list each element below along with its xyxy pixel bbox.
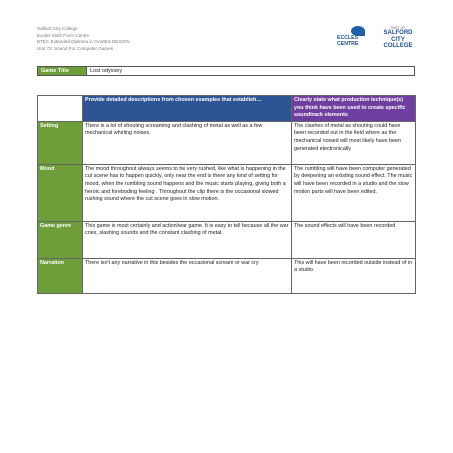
header-line: Salford City College xyxy=(37,26,78,31)
row-description[interactable]: There is a lot of shouting screaming and clashing of metal as well as a few mechanical whirling noises. xyxy=(83,121,292,164)
row-technique[interactable]: This will have been recorded outside instead of in a studio. xyxy=(292,258,416,293)
row-label: Setting xyxy=(38,121,83,164)
row-description[interactable]: The mood throughout always seems to be very rushed, like what is happening in the cut scene has to happen quickly, only near the end is there any kind of setting for mood, when the rumbling sound happens and the music starts playing, giving both a heroic and foreboding feeling . Throughout the clip there is the occasional slowed rushing sound where the cut scene goes in slow motion. xyxy=(83,164,292,221)
game-title-row xyxy=(37,66,415,76)
game-title-value[interactable]: Lost odyssey xyxy=(90,68,123,74)
analysis-table xyxy=(37,95,416,294)
header-techniques: Clearly state what production technique(s) you think have been used to create specific soundtrack elements xyxy=(292,96,416,122)
header-line: BTEC Extended Diploma in GAMES DESIGN xyxy=(37,39,130,45)
row-technique[interactable]: The clashes of metal as shouting could have been recorded out in the field where as the mechanical noised will most likely have been generated electronically xyxy=(292,121,416,164)
row-technique[interactable]: The sound effects will have been recorded xyxy=(292,221,416,258)
header-line: Unit 73: Sound For Computer Games xyxy=(37,45,114,51)
table-row xyxy=(38,164,416,221)
table-row xyxy=(38,258,416,293)
header-descriptions: Provide detailed descriptions from chosen examples that establish… xyxy=(83,96,292,122)
salford-city-college-logo: PART OF SALFORD CITY COLLEGE xyxy=(383,26,413,50)
row-description[interactable]: There isn't any narrative in this besides the occasional scream or war cry xyxy=(83,258,292,293)
document-header xyxy=(37,26,130,52)
row-label: Game genre xyxy=(38,221,83,258)
row-description[interactable]: This game is most certainly and action/war game. It is easy to tell because all the war cries, slashing sounds and the constant clashing of metal. xyxy=(83,221,292,258)
header-blank-cell xyxy=(38,96,83,122)
row-label: Mood xyxy=(38,164,83,221)
table-row xyxy=(38,121,416,164)
table-row xyxy=(38,221,416,258)
table-header-row xyxy=(38,96,416,122)
header-line: Eccles Sixth Form Centre xyxy=(37,32,90,38)
game-title-label: Game Title xyxy=(38,67,87,75)
row-technique[interactable]: The rumbling will have been computer generated by deepening an existing sound effect. The music will have been recorded in a studio and the slow motion parts will have been edited. xyxy=(292,164,416,221)
row-label: Narration xyxy=(38,258,83,293)
eccles-centre-logo: ECCLES CENTRE xyxy=(337,26,367,52)
